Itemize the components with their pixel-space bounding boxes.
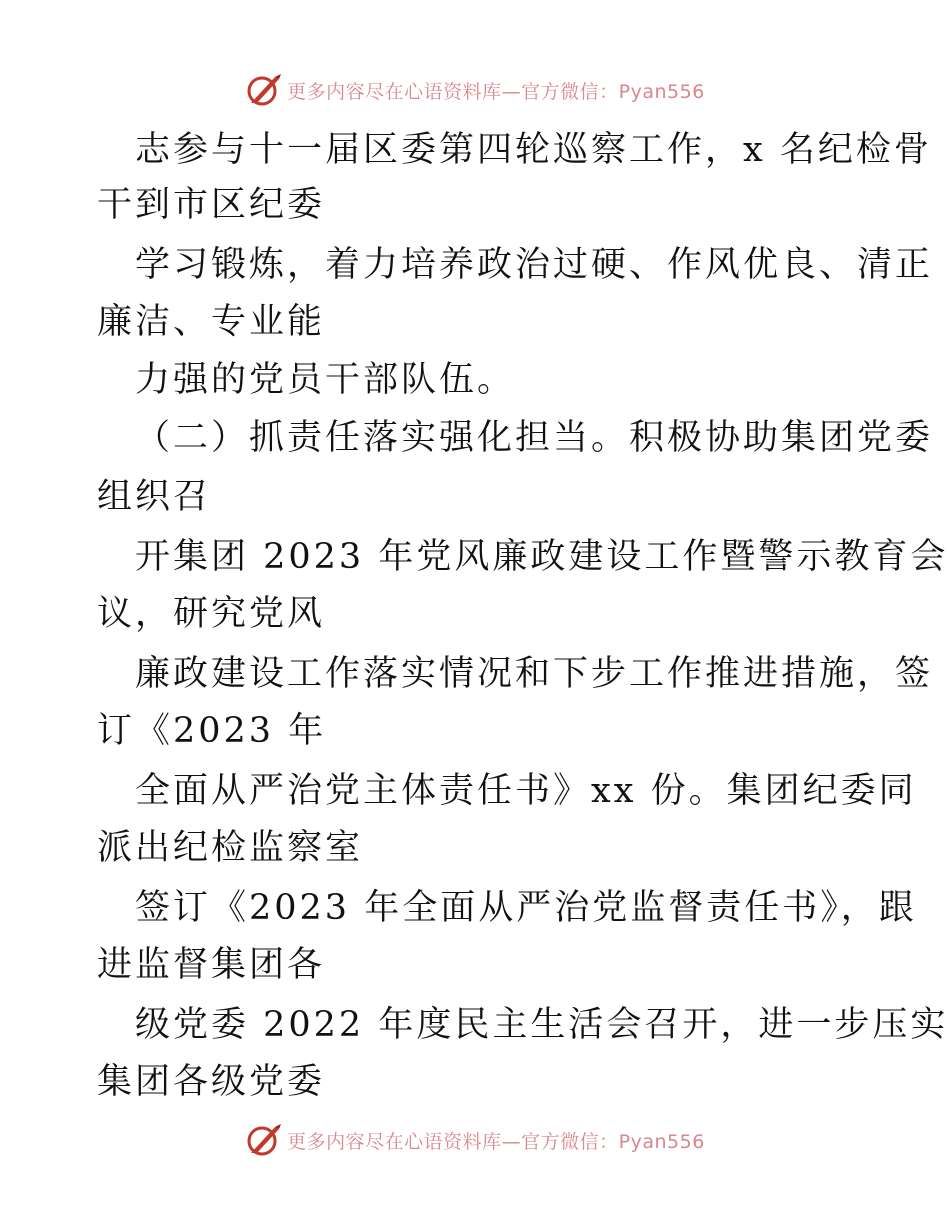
paragraph-line: 进监督集团各 [97,945,326,985]
watermark-text: 更多内容尽在心语资料库—官方微信：Pyan556 [287,1130,705,1153]
paragraph-line: 开集团 2023 年党风廉政建设工作暨警示教育会 [135,537,949,577]
paragraph-line: 志参与十一届区委第四轮巡察工作，x 名纪检骨 [135,130,932,170]
watermark-text: 更多内容尽在心语资料库—官方微信：Pyan556 [287,80,705,103]
paragraph-line: （二）抓责任落实强化担当。积极协助集团党委 [135,418,934,458]
paragraph-line: 议，研究党风 [97,594,326,634]
quill-pen-logo-icon [245,1123,283,1157]
header-watermark [0,70,950,110]
paragraph-line: 组织召 [97,477,212,517]
paragraph-line: 派出纪检监察室 [97,828,364,868]
quill-pen-logo-icon [245,73,283,107]
paragraph-line: 订《2023 年 [97,711,327,751]
paragraph-line: 廉政建设工作落实情况和下步工作推进措施，签 [135,654,934,694]
footer-watermark [0,1120,950,1160]
paragraph-line: 级党委 2022 年度民主生活会召开，进一步压实 [135,1005,949,1045]
paragraph-line: 干到市区纪委 [97,185,326,225]
paragraph-line: 力强的党员干部队伍。 [135,360,516,400]
paragraph-line: 学习锻炼，着力培养政治过硬、作风优良、清正 [135,245,934,285]
paragraph-line: 签订《2023 年全面从严治党监督责任书》，跟 [135,888,917,928]
paragraph-line: 集团各级党委 [97,1062,326,1102]
paragraph-line: 廉洁、专业能 [97,302,326,342]
paragraph-line: 全面从严治党主体责任书》xx 份。集团纪委同 [135,771,917,811]
